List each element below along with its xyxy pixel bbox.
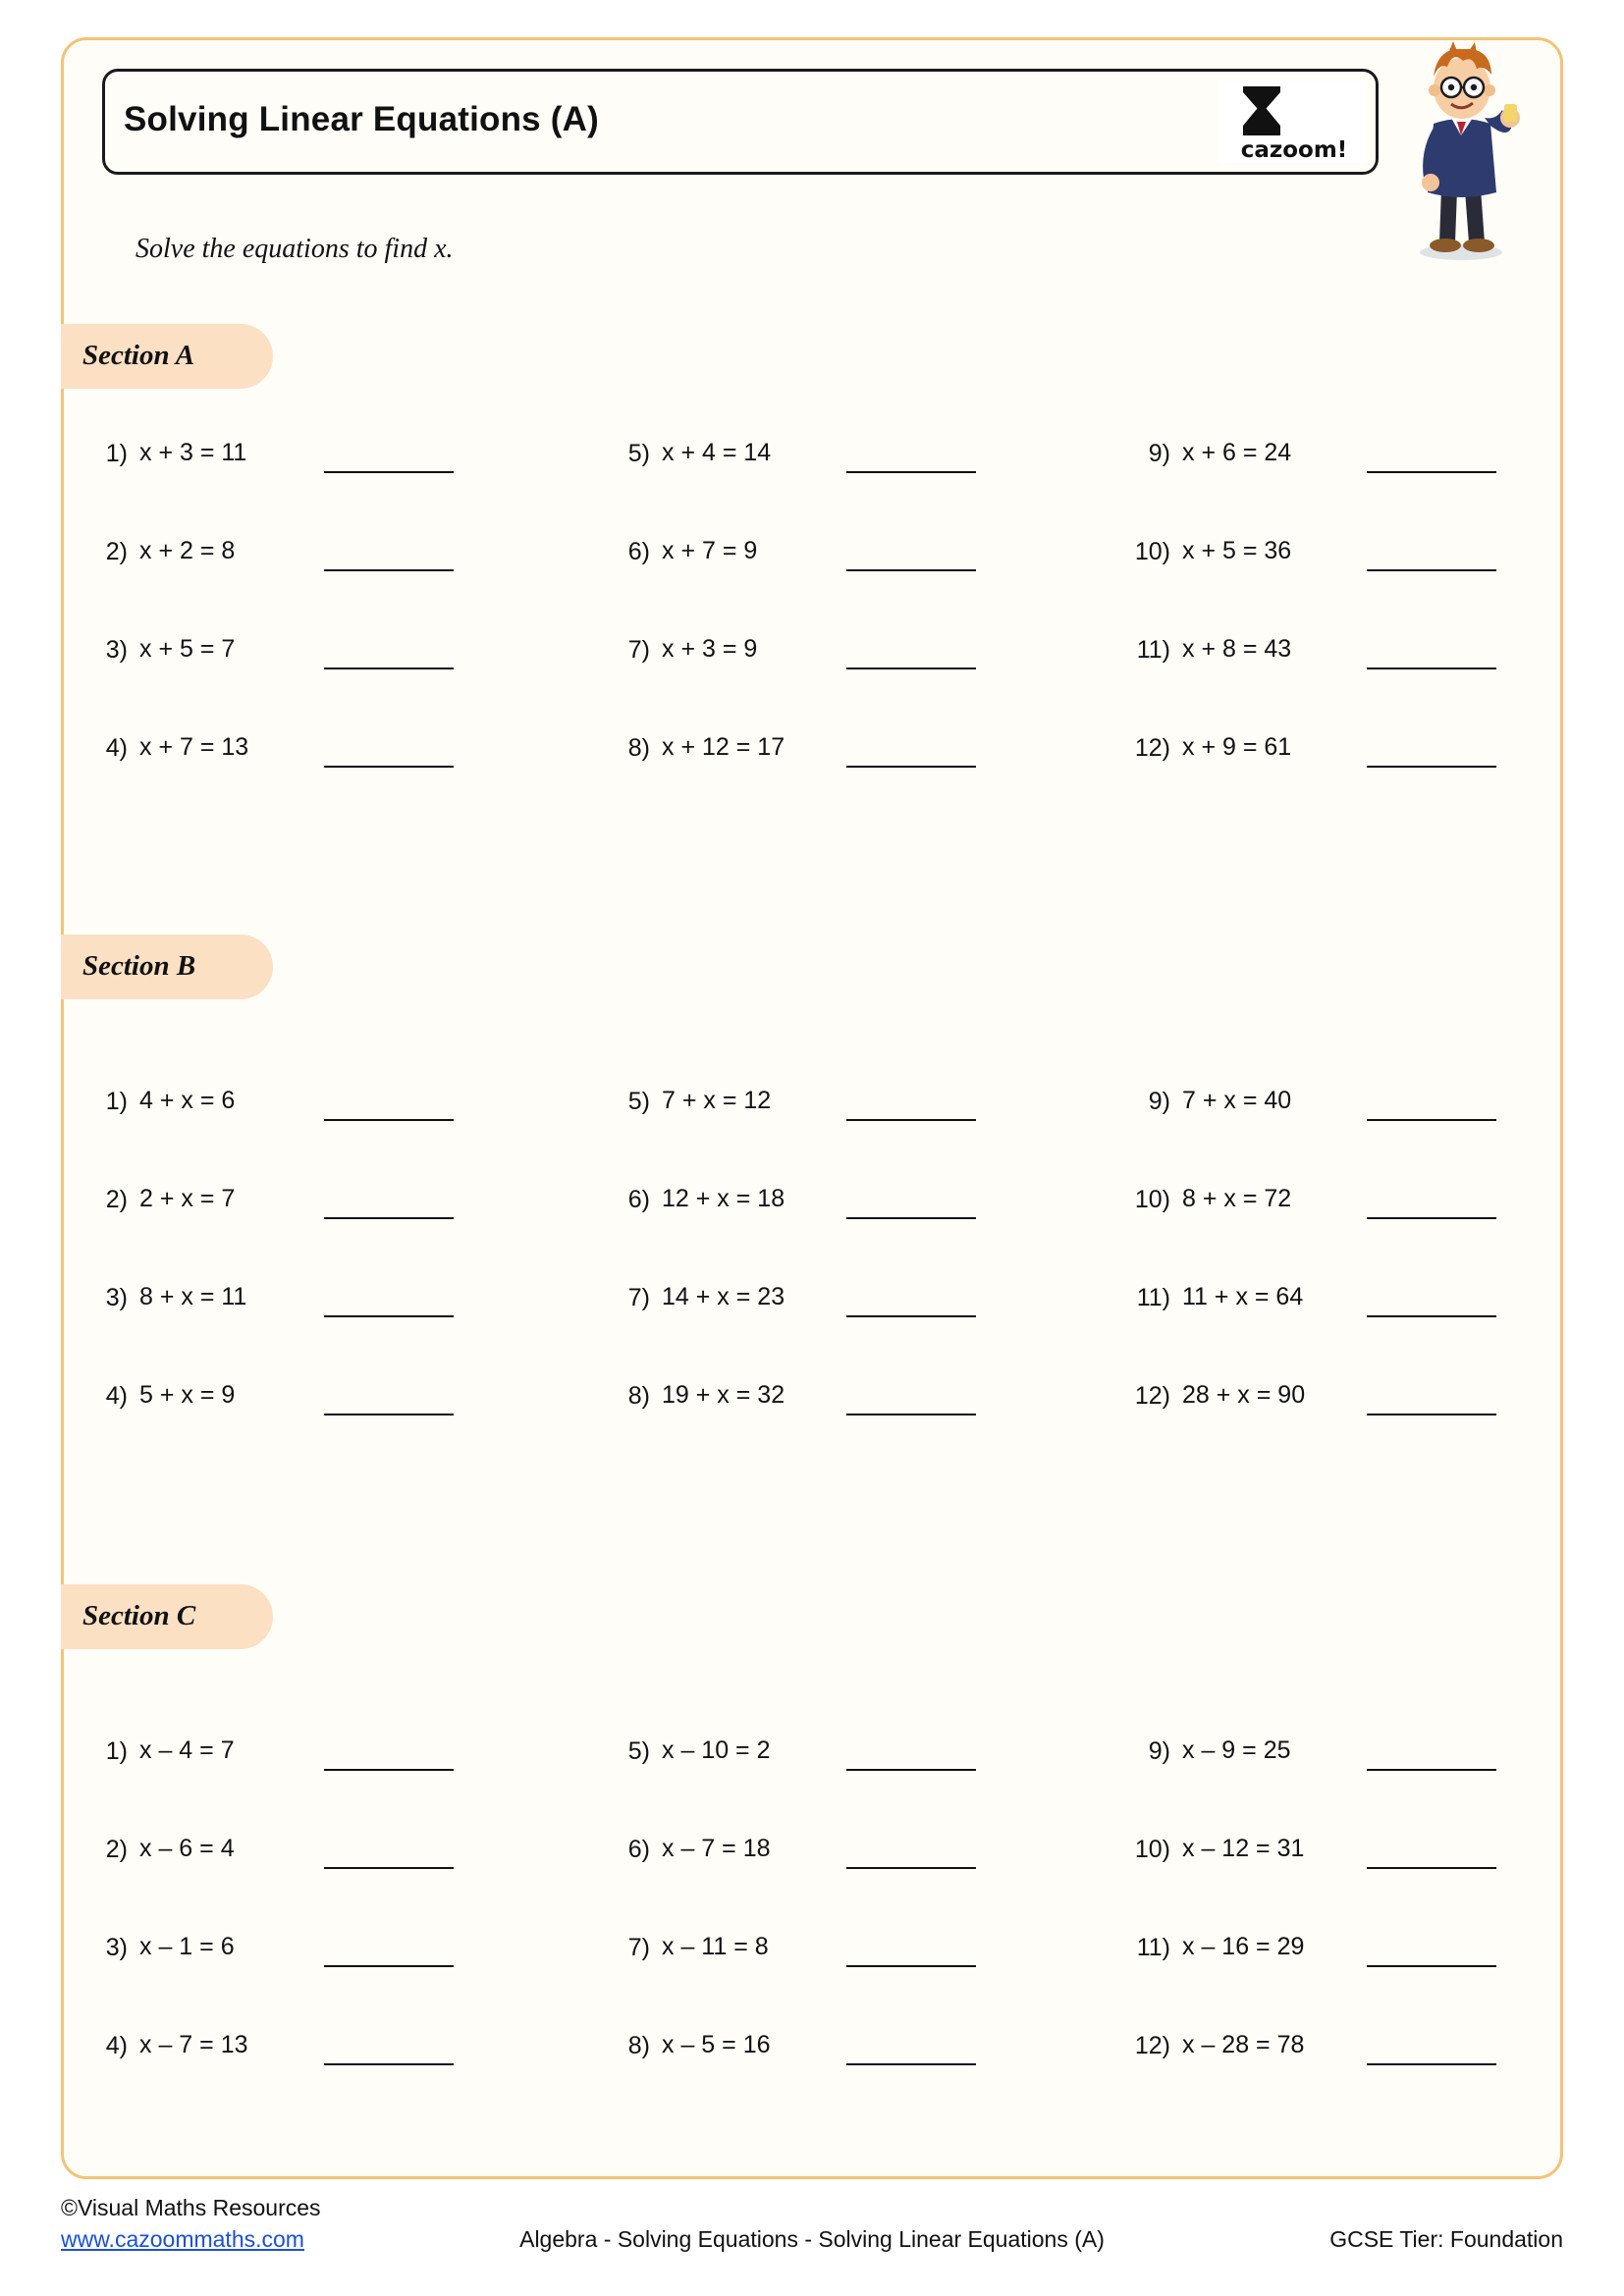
question-number: 4) xyxy=(105,1382,128,1410)
section-header-c xyxy=(61,1584,273,1649)
question-equation: 7 + x = 12 xyxy=(662,1087,772,1114)
footer-copyright: ©Visual Maths Resources xyxy=(61,2195,321,2220)
question-item xyxy=(77,1828,499,1867)
answer-blank[interactable] xyxy=(1367,667,1496,669)
instruction-text: Solve the equations to find x. xyxy=(135,234,454,264)
question-equation: x – 7 = 18 xyxy=(662,1835,771,1862)
question-equation: x + 2 = 8 xyxy=(139,537,236,564)
question-equation: x + 5 = 36 xyxy=(1182,537,1292,564)
question-number: 1) xyxy=(105,440,128,467)
question-number: 8) xyxy=(627,1382,650,1410)
question-equation: 8 + x = 11 xyxy=(139,1283,247,1310)
question-number: 7) xyxy=(627,1934,650,1961)
answer-blank[interactable] xyxy=(324,1217,454,1219)
answer-blank[interactable] xyxy=(846,1315,976,1317)
question-item xyxy=(599,2024,1021,2063)
question-item xyxy=(77,628,499,667)
question-grid-section-b xyxy=(0,1080,1624,1433)
question-item xyxy=(77,2024,499,2063)
answer-blank[interactable] xyxy=(324,1769,454,1771)
section-header-c-label: Section C xyxy=(82,1600,196,1631)
question-equation: x + 9 = 61 xyxy=(1182,733,1292,761)
answer-blank[interactable] xyxy=(846,1867,976,1869)
question-item xyxy=(77,1730,499,1769)
question-equation: x + 6 = 24 xyxy=(1182,439,1292,466)
section-header-a-label: Section A xyxy=(82,340,195,371)
question-equation: x + 5 = 7 xyxy=(139,635,236,663)
question-number: 3) xyxy=(105,1284,128,1311)
answer-blank[interactable] xyxy=(846,2063,976,2065)
question-number: 2) xyxy=(105,538,128,565)
question-equation: 14 + x = 23 xyxy=(662,1283,785,1310)
question-number: 1) xyxy=(105,1737,128,1765)
section-header-b xyxy=(61,934,273,999)
question-number: 8) xyxy=(627,2032,650,2059)
question-number: 6) xyxy=(627,1186,650,1213)
question-item xyxy=(1119,432,1542,471)
section-header-b-label: Section B xyxy=(82,950,196,982)
question-number: 6) xyxy=(627,538,650,565)
answer-blank[interactable] xyxy=(324,1867,454,1869)
question-item xyxy=(599,1926,1021,1965)
answer-blank[interactable] xyxy=(1367,1217,1496,1219)
answer-blank[interactable] xyxy=(1367,569,1496,571)
question-number: 2) xyxy=(105,1836,128,1863)
question-equation: x + 7 = 9 xyxy=(662,537,758,564)
question-equation: 5 + x = 9 xyxy=(139,1381,236,1409)
question-item xyxy=(1119,628,1542,667)
question-number: 11) xyxy=(1136,636,1170,664)
answer-blank[interactable] xyxy=(324,1119,454,1121)
question-item xyxy=(599,628,1021,667)
answer-blank[interactable] xyxy=(846,1119,976,1121)
answer-blank[interactable] xyxy=(324,1315,454,1317)
question-equation: 4 + x = 6 xyxy=(139,1087,236,1114)
question-item xyxy=(599,1080,1021,1119)
question-number: 12) xyxy=(1134,1382,1170,1410)
question-equation: 12 + x = 18 xyxy=(662,1185,785,1212)
question-number: 3) xyxy=(105,1934,128,1961)
answer-blank[interactable] xyxy=(324,1414,454,1415)
question-number: 9) xyxy=(1148,440,1170,467)
question-number: 11) xyxy=(1136,1934,1170,1961)
footer-breadcrumb: Algebra - Solving Equations - Solving Linear Equations (A) xyxy=(519,2226,1105,2252)
question-number: 8) xyxy=(627,734,650,762)
question-equation: x – 11 = 8 xyxy=(662,1933,769,1960)
question-number: 12) xyxy=(1134,2032,1170,2059)
question-equation: x – 6 = 4 xyxy=(139,1835,235,1862)
question-number: 12) xyxy=(1134,734,1170,762)
question-item xyxy=(77,530,499,569)
answer-blank[interactable] xyxy=(1367,2063,1496,2065)
answer-blank[interactable] xyxy=(324,569,454,571)
answer-blank[interactable] xyxy=(324,667,454,669)
question-number: 4) xyxy=(105,2032,128,2059)
question-equation: 11 + x = 64 xyxy=(1182,1283,1304,1310)
answer-blank[interactable] xyxy=(846,1217,976,1219)
question-equation: x – 10 = 2 xyxy=(662,1736,771,1764)
question-equation: x + 8 = 43 xyxy=(1182,635,1292,663)
question-item xyxy=(1119,1926,1542,1965)
answer-blank[interactable] xyxy=(1367,471,1496,473)
question-number: 5) xyxy=(627,1088,650,1115)
page-title: Solving Linear Equations (A) xyxy=(124,100,599,138)
question-item xyxy=(1119,530,1542,569)
question-item xyxy=(599,1828,1021,1867)
question-equation: 28 + x = 90 xyxy=(1182,1381,1306,1409)
question-item xyxy=(77,1080,499,1119)
question-equation: x – 7 = 13 xyxy=(139,2031,248,2058)
question-equation: x + 12 = 17 xyxy=(662,733,785,761)
question-grid-section-c xyxy=(0,1730,1624,2083)
question-item xyxy=(77,1276,499,1315)
answer-blank[interactable] xyxy=(1367,1867,1496,1869)
answer-blank[interactable] xyxy=(1367,1965,1496,1967)
question-item xyxy=(1119,1276,1542,1315)
question-equation: x + 7 = 13 xyxy=(139,733,249,761)
question-item xyxy=(599,1374,1021,1414)
question-number: 9) xyxy=(1148,1737,1170,1765)
answer-blank[interactable] xyxy=(1367,1769,1496,1771)
question-item xyxy=(77,726,499,766)
question-number: 5) xyxy=(627,1737,650,1765)
question-number: 5) xyxy=(627,440,650,467)
answer-blank[interactable] xyxy=(1367,1315,1496,1317)
question-item xyxy=(77,1926,499,1965)
question-equation: x + 3 = 9 xyxy=(662,635,758,663)
answer-blank[interactable] xyxy=(324,2063,454,2065)
question-equation: x – 28 = 78 xyxy=(1182,2031,1305,2058)
answer-blank[interactable] xyxy=(324,1965,454,1967)
answer-blank[interactable] xyxy=(846,471,976,473)
answer-blank[interactable] xyxy=(324,766,454,768)
footer-website-link[interactable]: www.cazoommaths.com xyxy=(61,2226,304,2252)
question-number: 4) xyxy=(105,734,128,762)
question-number: 10) xyxy=(1134,1186,1170,1213)
question-item xyxy=(77,1374,499,1414)
question-equation: x – 9 = 25 xyxy=(1182,1736,1291,1764)
question-equation: x + 4 = 14 xyxy=(662,439,772,466)
question-item xyxy=(1119,1080,1542,1119)
cazoom-logo-label: cazoom! xyxy=(1240,137,1348,163)
question-number: 10) xyxy=(1134,1836,1170,1863)
question-grid-section-a xyxy=(0,432,1624,785)
question-item xyxy=(1119,1374,1542,1414)
question-item xyxy=(599,1730,1021,1769)
answer-blank[interactable] xyxy=(1367,1414,1496,1415)
question-number: 7) xyxy=(627,636,650,664)
question-item xyxy=(1119,1730,1542,1769)
answer-blank[interactable] xyxy=(846,1414,976,1415)
question-number: 11) xyxy=(1136,1284,1170,1311)
answer-blank[interactable] xyxy=(846,667,976,669)
footer-tier: GCSE Tier: Foundation xyxy=(1329,2226,1563,2252)
question-equation: 19 + x = 32 xyxy=(662,1381,785,1409)
question-equation: x – 1 = 6 xyxy=(139,1933,235,1960)
question-equation: 7 + x = 40 xyxy=(1182,1087,1292,1114)
question-item xyxy=(77,432,499,471)
question-equation: x – 16 = 29 xyxy=(1182,1933,1305,1960)
answer-blank[interactable] xyxy=(846,569,976,571)
question-item xyxy=(599,726,1021,766)
answer-blank[interactable] xyxy=(846,766,976,768)
question-number: 1) xyxy=(105,1088,128,1115)
answer-blank[interactable] xyxy=(1367,1119,1496,1121)
question-equation: 8 + x = 72 xyxy=(1182,1185,1292,1212)
question-number: 9) xyxy=(1148,1088,1170,1115)
question-item xyxy=(599,1276,1021,1315)
question-item xyxy=(1119,2024,1542,2063)
question-number: 3) xyxy=(105,636,128,664)
answer-blank[interactable] xyxy=(846,1769,976,1771)
question-number: 6) xyxy=(627,1836,650,1863)
question-number: 7) xyxy=(627,1284,650,1311)
question-number: 10) xyxy=(1134,538,1170,565)
answer-blank[interactable] xyxy=(324,471,454,473)
answer-blank[interactable] xyxy=(846,1965,976,1967)
question-item xyxy=(599,1178,1021,1217)
question-equation: x – 12 = 31 xyxy=(1182,1835,1305,1862)
question-item xyxy=(1119,726,1542,766)
question-number: 2) xyxy=(105,1186,128,1213)
question-equation: 2 + x = 7 xyxy=(139,1185,236,1212)
answer-blank[interactable] xyxy=(1367,766,1496,768)
question-item xyxy=(1119,1828,1542,1867)
section-header-a xyxy=(61,324,273,389)
question-equation: x + 3 = 11 xyxy=(139,439,247,466)
question-item xyxy=(1119,1178,1542,1217)
mascot-illustration xyxy=(1394,41,1527,267)
question-equation: x – 4 = 7 xyxy=(139,1736,235,1764)
question-equation: x – 5 = 16 xyxy=(662,2031,771,2058)
question-item xyxy=(599,530,1021,569)
question-item xyxy=(599,432,1021,471)
question-item xyxy=(77,1178,499,1217)
